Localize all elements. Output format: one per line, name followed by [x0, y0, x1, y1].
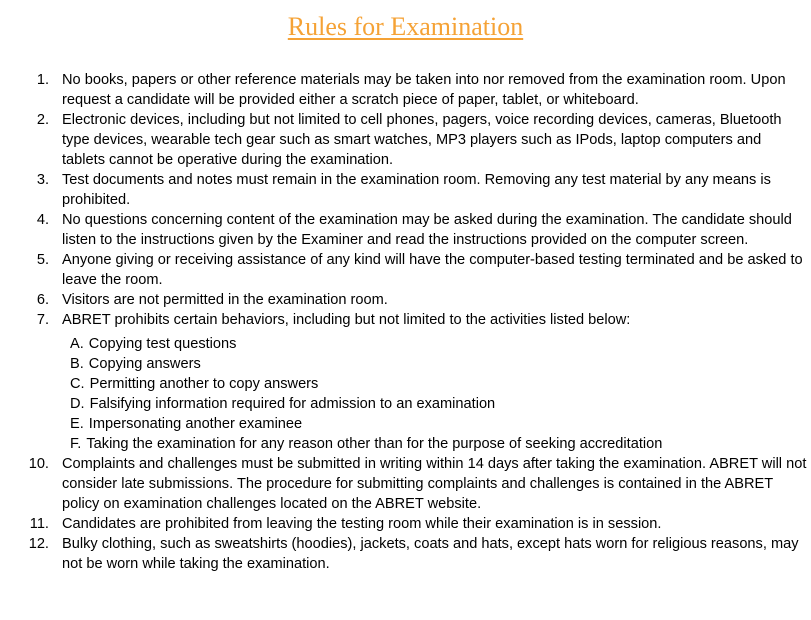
behavior-text: Impersonating another examinee	[88, 416, 303, 432]
behavior-text: Permitting another to copy answers	[89, 376, 319, 392]
rule-number: 2.	[36, 112, 49, 128]
rule-item	[12, 290, 807, 310]
rule-text: No books, papers or other reference materials may be taken into nor removed from the examination room. Upon request a candidate will be provided either a scratch piece of paper, tablet, or whiteboard.	[62, 72, 786, 108]
behavior-item	[70, 354, 807, 374]
rule-number: 12.	[28, 536, 49, 552]
rule-text: No questions concerning content of the examination may be asked during the examination. The candidate should listen to the instructions given by the Examiner and read the instructions provided on the computer screen.	[62, 212, 792, 248]
rule-text: Electronic devices, including but not limited to cell phones, pagers, voice recording devices, cameras, Bluetooth type devices, wearable tech gear such as smart watches, MP3 players such as IPods, laptop computers and tablets cannot be operative during the examination.	[62, 112, 782, 168]
rule-text: ABRET prohibits certain behaviors, including but not limited to the activities listed below:	[62, 312, 631, 328]
rule-text: Candidates are prohibited from leaving the testing room while their examination is in session.	[62, 516, 662, 532]
rule-number: 11.	[29, 516, 49, 532]
rule-item	[12, 70, 807, 110]
rule-text: Test documents and notes must remain in the examination room. Removing any test material by any means is prohibited.	[62, 172, 771, 208]
prohibited-behaviors-list	[12, 330, 807, 454]
rule-item	[12, 250, 807, 290]
rule-number: 5.	[36, 252, 49, 268]
behavior-item	[70, 434, 807, 454]
behavior-item	[70, 394, 807, 414]
rule-text: Bulky clothing, such as sweatshirts (hoodies), jackets, coats and hats, except hats worn for religious reasons, may not be worn while taking the examination.	[62, 536, 799, 572]
behavior-text: Falsifying information required for admission to an examination	[89, 396, 496, 412]
behavior-text: Taking the examination for any reason other than for the purpose of seeking accreditation	[86, 436, 663, 452]
rule-text: Visitors are not permitted in the examination room.	[62, 292, 388, 308]
rule-text: Anyone giving or receiving assistance of any kind will have the computer-based testing terminated and be asked to leave the room.	[62, 252, 803, 288]
behavior-letter: D.	[70, 396, 85, 412]
rule-number: 10.	[28, 456, 49, 472]
rule-number: 3.	[36, 172, 49, 188]
rule-number: 6.	[36, 292, 49, 308]
behavior-item	[70, 334, 807, 354]
rule-item	[12, 454, 807, 514]
rule-item	[12, 514, 807, 534]
behavior-item	[70, 414, 807, 434]
rule-number: 4.	[36, 212, 49, 228]
behavior-text: Copying test questions	[88, 336, 237, 352]
behavior-text: Copying answers	[88, 356, 201, 372]
behavior-letter: A.	[70, 336, 84, 352]
rule-number: 7.	[36, 312, 49, 328]
rule-text: Complaints and challenges must be submitted in writing within 14 days after taking the examination. ABRET will not consider late submissions. The procedure for submitting complaints and challenges is contained in the ABRET policy on examination challenges located on the ABRET website.	[62, 456, 807, 512]
rule-number: 1.	[36, 72, 49, 88]
rule-item	[12, 170, 807, 210]
rule-item	[12, 210, 807, 250]
rule-item	[12, 534, 807, 574]
behavior-letter: C.	[70, 376, 85, 392]
behavior-letter: E.	[70, 416, 84, 432]
behavior-letter: F.	[70, 436, 82, 452]
rule-item	[12, 110, 807, 170]
rule-item	[12, 310, 807, 330]
behavior-letter: B.	[70, 356, 84, 372]
page-title: Rules for Examination	[287, 12, 524, 41]
behavior-item	[70, 374, 807, 394]
rules-list	[12, 70, 807, 574]
